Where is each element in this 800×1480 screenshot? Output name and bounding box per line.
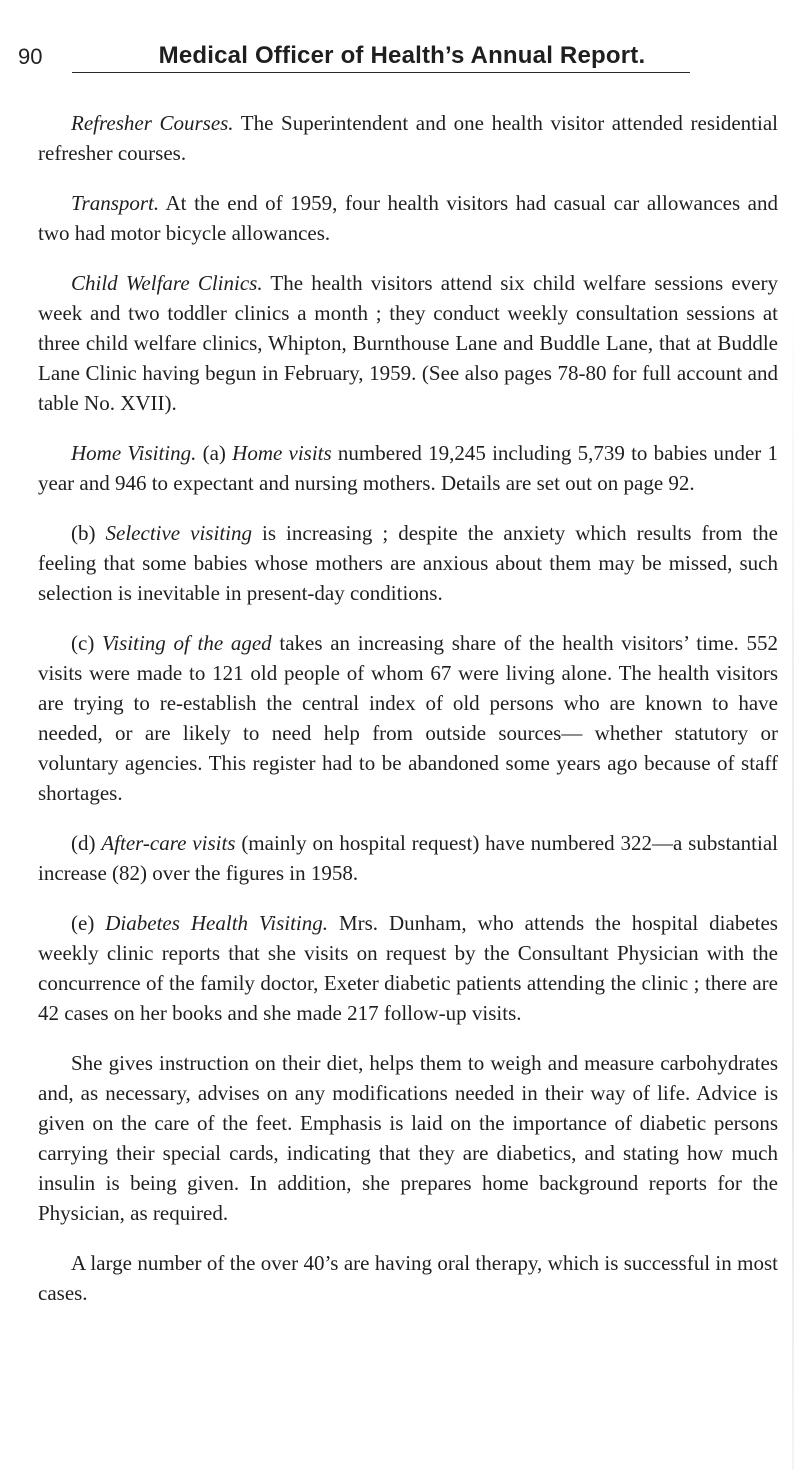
item-marker: (e) [71,911,106,935]
section-heading: Refresher Courses. [71,111,234,135]
paragraph-text: is increasing ; despite the anxiety which results from the feeling that some babies whose mothers are anxious about them may be missed, such selection is inevitable in present-day conditions. [38,521,778,605]
paragraph-text: Mrs. Dunham, who attends the hospital diabetes weekly clinic reports that she visits on request by the Consultant Physician with the concurrence of the family doctor, Exeter diabetic patients attending the clinic ; there are 42 cases on her books and she made 217 follow-up visits. [38,911,778,1025]
subheading: Diabetes Health Visiting. [105,911,329,935]
item-marker: (d) [71,831,102,855]
page-edge-shadow [792,300,794,1470]
paragraph-home-visiting [38,438,778,498]
page-number: 90 [18,44,43,69]
paragraph-diabetes-instruction [38,1048,778,1228]
paragraph-text: takes an increasing share of the health visitors’ time. 552 visits were made to 121 old people of whom 67 were living alone. The health visitors are trying to re-establish the central index of old persons who are known to have needed, or are likely to need help from outside sources— whether statutory or voluntary agencies. This register had to be abandoned some years ago because of staff shortages. [38,631,779,805]
paragraph-text: She gives instruction on their diet, helps them to weigh and measure carbohydrates and, as necessary, advises on any modifications needed in their way of life. Advice is given on the care of the feet. Emphasis is laid on the importance of diabetic persons carrying their special cards, indicating that they are diabetics, and stating how much insulin is being given. In addition, she prepares home background reports for the Physician, as required. [38,1051,778,1225]
paragraph-visiting-aged [38,628,778,808]
page-header [18,38,786,70]
item-marker: (a) [196,441,233,465]
paragraph-diabetes-health-visiting [38,908,778,1028]
header-rule [72,72,690,73]
paragraph-text: The health visitors attend six child welfare sessions every week and two toddler clinics a month ; they conduct weekly consultation sessions at three child welfare clinics, Whipton, Burnthouse Lane and Buddle Lane, that at Buddle Lane Clinic having begun in February, 1959. (See also pages 78-80 for full account and table No. XVII). [38,271,779,415]
item-marker: (b) [71,521,106,545]
subheading: Selective visiting [105,521,252,545]
paragraph-transport [38,188,778,248]
paragraph-after-care-visits [38,828,778,888]
item-marker: (c) [71,631,103,655]
paragraph-child-welfare-clinics [38,268,778,418]
subheading: Visiting of the aged [102,631,272,655]
paragraph-text: The Superintendent and one health visitor attended residential refresher courses. [38,111,778,165]
paragraph-oral-therapy [38,1248,778,1308]
running-title: Medical Officer of Health’s Annual Report. [158,42,646,69]
subheading: Home visits [232,441,332,465]
section-heading: Home Visiting. [71,441,197,465]
section-heading: Child Welfare Clinics. [71,271,263,295]
section-heading: Transport. [71,191,160,215]
subheading: After-care visits [101,831,236,855]
paragraph-text: (mainly on hospital request) have numbered 322—a substantial increase (82) over the figures in 1958. [38,831,778,885]
paragraph-text: numbered 19,245 including 5,739 to babies under 1 year and 946 to expectant and nursing mothers. Details are set out on page 92. [38,441,779,495]
report-body [38,108,778,1328]
paragraph-refresher-courses [38,108,778,168]
paragraph-text: A large number of the over 40’s are having oral therapy, which is successful in most cases. [38,1251,778,1305]
paragraph-selective-visiting [38,518,778,608]
paragraph-text: At the end of 1959, four health visitors had casual car allowances and two had motor bicycle allowances. [38,191,778,245]
